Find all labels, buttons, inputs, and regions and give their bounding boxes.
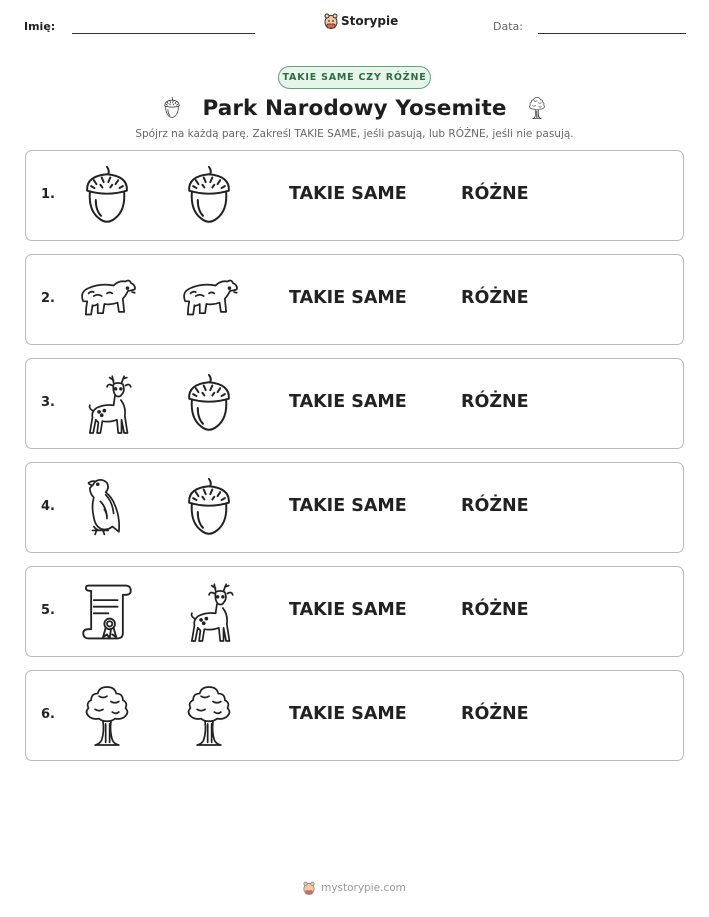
choice-different[interactable]: RÓŻNE <box>461 392 529 412</box>
acorn-icon <box>74 163 140 229</box>
diploma-scroll-icon <box>74 579 140 645</box>
choice-same[interactable]: TAKIE SAME <box>289 600 407 620</box>
item-number: 6. <box>41 707 55 722</box>
choice-different[interactable]: RÓŻNE <box>461 600 529 620</box>
acorn-icon <box>176 475 242 541</box>
item-number: 3. <box>41 395 55 410</box>
choice-different[interactable]: RÓŻNE <box>461 184 529 204</box>
choice-same[interactable]: TAKIE SAME <box>289 288 407 308</box>
page-title: Park Narodowy Yosemite <box>202 95 507 121</box>
sequoia-tree-icon <box>74 683 140 749</box>
choice-different[interactable]: RÓŻNE <box>461 704 529 724</box>
item-number: 1. <box>41 187 55 202</box>
choice-different[interactable]: RÓŻNE <box>461 288 529 308</box>
choice-same[interactable]: TAKIE SAME <box>289 496 407 516</box>
pair-card <box>25 670 684 761</box>
pair-card <box>25 358 684 449</box>
date-field[interactable] <box>538 33 686 34</box>
worksheet-type-badge: TAKIE SAME CZY RÓŻNE <box>278 66 431 89</box>
pair-card <box>25 566 684 657</box>
acorn-icon <box>176 163 242 229</box>
instructions: Spójrz na każdą parę. Zakreśl TAKIE SAME, jeśli pasują, lub RÓŻNE, jeśli nie pasują. <box>135 128 574 140</box>
choice-same[interactable]: TAKIE SAME <box>289 392 407 412</box>
deer-icon <box>176 579 242 645</box>
footer <box>0 881 709 895</box>
sequoia-tree-icon <box>176 683 242 749</box>
acorn-icon <box>160 94 184 122</box>
acorn-icon <box>176 371 242 437</box>
item-number: 2. <box>41 291 55 306</box>
brand-logo <box>324 13 398 29</box>
bear-icon <box>74 267 140 333</box>
pair-card <box>25 462 684 553</box>
storypie-mascot-icon <box>303 881 315 895</box>
sequoia-tree-icon <box>525 93 549 123</box>
title-row <box>0 90 709 126</box>
choice-different[interactable]: RÓŻNE <box>461 496 529 516</box>
deer-icon <box>74 371 140 437</box>
name-label: Imię: <box>24 20 56 33</box>
name-field[interactable] <box>72 33 255 34</box>
item-number: 5. <box>41 603 55 618</box>
footer-url[interactable]: mystorypie.com <box>321 882 406 894</box>
choice-same[interactable]: TAKIE SAME <box>289 704 407 724</box>
brand-name: Storypie <box>341 14 399 28</box>
pair-card <box>25 254 684 345</box>
item-number: 4. <box>41 499 55 514</box>
bear-icon <box>176 267 242 333</box>
date-label: Data: <box>493 20 523 33</box>
choice-same[interactable]: TAKIE SAME <box>289 184 407 204</box>
eagle-icon <box>74 475 140 541</box>
pair-card <box>25 150 684 241</box>
storypie-mascot-icon <box>324 13 338 29</box>
